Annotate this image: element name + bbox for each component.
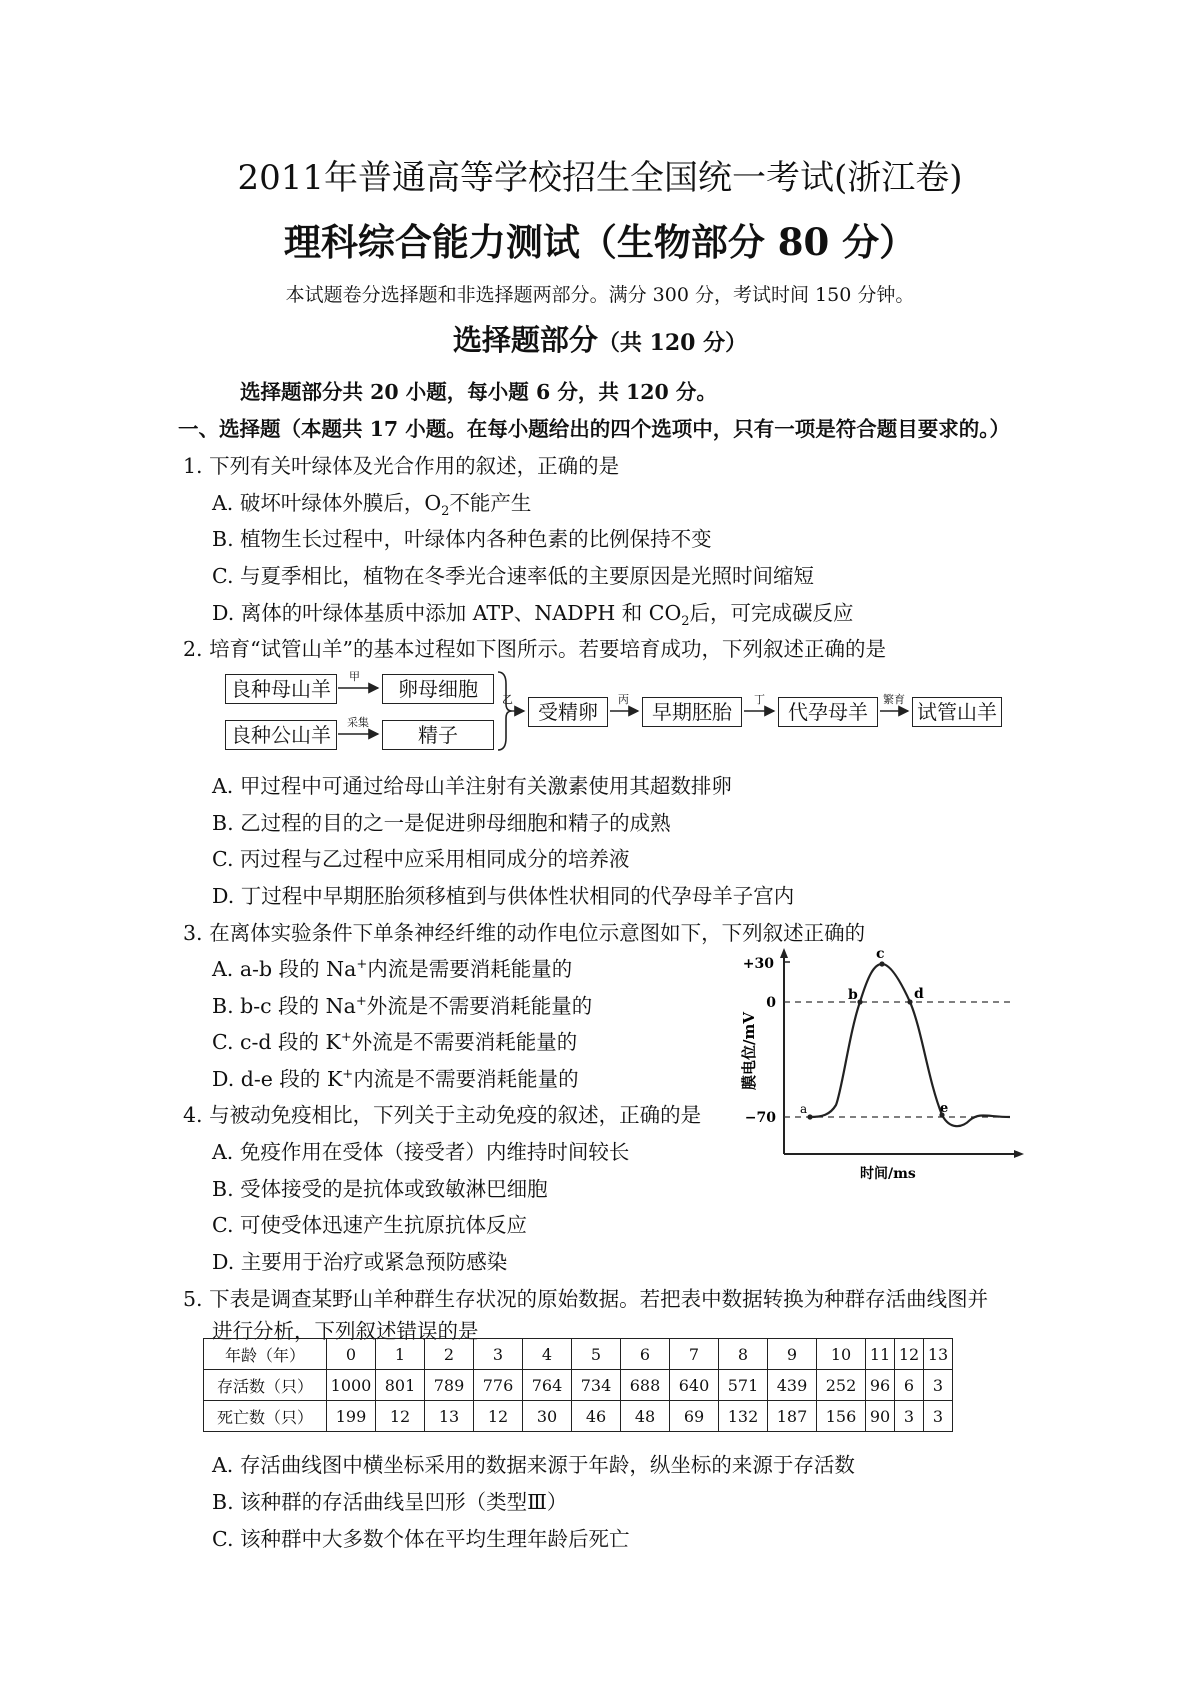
flow-label-bing: 丙 <box>618 693 629 706</box>
label-c: c <box>876 946 885 962</box>
q3-option-b <box>212 989 592 1019</box>
table-cell: 734 <box>572 1370 621 1401</box>
table-cell: 776 <box>474 1370 523 1401</box>
table-cell: 3 <box>924 1401 953 1432</box>
flow-box-oocyte: 卵母细胞 <box>382 674 494 704</box>
table-header-cell: 9 <box>768 1339 817 1370</box>
q3-d-text: D. d-e 段的 K <box>212 1067 343 1091</box>
q3-b-text: B. b-c 段的 Na <box>212 994 356 1018</box>
table-header-row <box>204 1339 953 1370</box>
q4-option-a: A. 免疫作用在受体（接受者）内维持时间较长 <box>212 1140 630 1164</box>
graph-xlabel: 时间/ms <box>860 1166 916 1180</box>
q1-a-sub: 2 <box>441 504 450 520</box>
table-cell: 789 <box>425 1370 474 1401</box>
q1-option-c: C. 与夏季相比，植物在冬季光合速率低的主要原因是光照时间缩短 <box>212 564 814 588</box>
q5-option-a: A. 存活曲线图中横坐标采用的数据来源于年龄，纵坐标的来源于存活数 <box>212 1453 855 1477</box>
point-b <box>857 999 862 1004</box>
table-cell: 48 <box>621 1401 670 1432</box>
q4-option-c: C. 可使受体迅速产生抗原抗体反应 <box>212 1213 527 1237</box>
table-header-cell: 7 <box>670 1339 719 1370</box>
q3-d-tail: 内流是不需要消耗能量的 <box>353 1067 579 1091</box>
q5-option-c: C. 该种群中大多数个体在平均生理年龄后死亡 <box>212 1527 630 1551</box>
q2-option-b: B. 乙过程的目的之一是促进卵母细胞和精子的成熟 <box>212 811 671 835</box>
flow-box-test-tube-goat: 试管山羊 <box>912 697 1002 727</box>
table-header-cell: 12 <box>895 1339 924 1370</box>
label-b: b <box>848 987 858 1003</box>
exam-intro: 本试题卷分选择题和非选择题两部分。满分 300 分，考试时间 150 分钟。 <box>285 284 915 306</box>
flow-box-female-goat: 良种母山羊 <box>225 674 337 704</box>
table-cell: 死亡数（只） <box>204 1401 327 1432</box>
table-cell: 96 <box>866 1370 895 1401</box>
section-title: 选择题部分 <box>452 323 598 357</box>
potential-curve <box>810 964 1010 1126</box>
table-cell: 187 <box>768 1401 817 1432</box>
section-heading <box>0 318 1200 359</box>
graph-ylabel: 膜电位/mV <box>740 1012 758 1090</box>
q3-a-tail: 内流是需要消耗能量的 <box>367 957 573 981</box>
table-header-cell: 3 <box>474 1339 523 1370</box>
table-header-cell: 11 <box>866 1339 895 1370</box>
table-cell: 132 <box>719 1401 768 1432</box>
q2-stem: 2. 培育“试管山羊”的基本过程如下图所示。若要培育成功，下列叙述正确的是 <box>183 637 887 661</box>
flow-box-sperm: 精子 <box>382 720 494 750</box>
table-cell: 3 <box>924 1370 953 1401</box>
q3-b-tail: 外流是不需要消耗能量的 <box>366 994 593 1018</box>
q3-c-text: C. c-d 段的 K <box>212 1030 341 1054</box>
q3-c-tail: 外流是不需要消耗能量的 <box>351 1030 578 1054</box>
table-row-survivors <box>204 1370 953 1401</box>
q1-a-tail: 不能产生 <box>449 491 532 515</box>
table-cell: 69 <box>670 1401 719 1432</box>
part1-heading: 一、选择题（本题共 17 小题。在每小题给出的四个选项中，只有一项是符合题目要求的。） <box>178 417 1011 441</box>
table-cell: 12 <box>474 1401 523 1432</box>
point-c <box>879 961 884 966</box>
table-cell: 1000 <box>327 1370 376 1401</box>
table-cell: 13 <box>425 1401 474 1432</box>
flow-arrows <box>222 664 1002 754</box>
flow-box-male-goat: 良种公山羊 <box>225 720 337 750</box>
q2-option-d: D. 丁过程中早期胚胎须移植到与供体性状相同的代孕母羊子宫内 <box>212 884 795 908</box>
table-cell: 439 <box>768 1370 817 1401</box>
table-header-cell: 10 <box>817 1339 866 1370</box>
flow-label-jia: 甲 <box>349 670 360 683</box>
table-header-cell: 6 <box>621 1339 670 1370</box>
table-header-cell: 2 <box>425 1339 474 1370</box>
table-header-cell: 13 <box>924 1339 953 1370</box>
table-header-cell: 年龄（年） <box>204 1339 327 1370</box>
point-d <box>907 999 912 1004</box>
q3-a-sup: + <box>356 957 368 973</box>
table-row-deaths <box>204 1401 953 1432</box>
flow-label-yi: 乙 <box>502 693 513 706</box>
table-header-cell: 8 <box>719 1339 768 1370</box>
q5-stem-line2: 进行分析，下列叙述错误的是 <box>212 1319 479 1343</box>
table-cell: 252 <box>817 1370 866 1401</box>
table-header-cell: 0 <box>327 1339 376 1370</box>
q1-a-text: A. 破坏叶绿体外膜后，O <box>212 491 442 515</box>
flow-box-surrogate: 代孕母羊 <box>778 697 878 727</box>
q2-flow-diagram <box>222 664 1002 754</box>
q3-option-d <box>212 1062 579 1092</box>
label-a: a <box>800 1102 808 1116</box>
table-cell: 存活数（只） <box>204 1370 327 1401</box>
table-cell: 90 <box>866 1401 895 1432</box>
table-cell: 30 <box>523 1401 572 1432</box>
label-e: e <box>940 1101 949 1116</box>
table-cell: 801 <box>376 1370 425 1401</box>
table-cell: 640 <box>670 1370 719 1401</box>
q4-stem: 4. 与被动免疫相比，下列关于主动免疫的叙述，正确的是 <box>183 1103 702 1127</box>
table-cell: 3 <box>895 1401 924 1432</box>
q3-option-c <box>212 1025 577 1055</box>
tick-minus70: −70 <box>744 1110 776 1126</box>
q2-option-a: A. 甲过程中可通过给母山羊注射有关激素使用其超数排卵 <box>212 774 732 798</box>
q3-c-sup: + <box>340 1030 352 1046</box>
flow-label-ding: 丁 <box>754 693 765 706</box>
survival-data-table <box>203 1338 953 1432</box>
q3-a-text: A. a-b 段的 Na <box>212 957 357 981</box>
q1-option-b: B. 植物生长过程中，叶绿体内各种色素的比例保持不变 <box>212 527 712 551</box>
q1-d-sub: 2 <box>681 614 690 630</box>
action-potential-graph <box>730 940 1030 1180</box>
tick-zero: 0 <box>766 995 776 1011</box>
q1-option-a <box>212 486 531 519</box>
flow-label-caiji: 采集 <box>347 716 369 729</box>
q4-option-b: B. 受体接受的是抗体或致敏淋巴细胞 <box>212 1177 548 1201</box>
q5-stem-line1: 5. 下表是调查某野山羊种群生存状况的原始数据。若把表中数据转换为种群存活曲线图并 <box>183 1287 989 1311</box>
table-header-cell: 5 <box>572 1339 621 1370</box>
flow-box-early-embryo: 早期胚胎 <box>642 697 742 727</box>
table-cell: 6 <box>895 1370 924 1401</box>
flow-label-fanyu: 繁育 <box>883 693 905 706</box>
q1-option-d <box>212 596 854 629</box>
table-cell: 156 <box>817 1401 866 1432</box>
table-cell: 688 <box>621 1370 670 1401</box>
q1-d-text: D. 离体的叶绿体基质中添加 ATP、NADPH 和 CO <box>212 601 682 625</box>
q3-stem: 3. 在离体实验条件下单条神经纤维的动作电位示意图如下，下列叙述正确的 <box>183 921 866 945</box>
exam-subtitle: 理科综合能力测试（生物部分 80 分） <box>283 220 917 264</box>
q4-option-d: D. 主要用于治疗或紧急预防感染 <box>212 1250 508 1274</box>
table-cell: 199 <box>327 1401 376 1432</box>
table-cell: 12 <box>376 1401 425 1432</box>
section-score: （共 120 分） <box>597 330 748 356</box>
q5-option-b: B. 该种群的存活曲线呈凹形（类型Ⅲ） <box>212 1490 568 1514</box>
section-note: 选择题部分共 20 小题，每小题 6 分，共 120 分。 <box>240 380 717 404</box>
table-cell: 46 <box>572 1401 621 1432</box>
table-header-cell: 4 <box>523 1339 572 1370</box>
q2-option-c: C. 丙过程与乙过程中应采用相同成分的培养液 <box>212 847 630 871</box>
point-a <box>807 1114 812 1119</box>
exam-title: 2011年普通高等学校招生全国统一考试(浙江卷) <box>237 158 963 198</box>
q1-stem: 1. 下列有关叶绿体及光合作用的叙述，正确的是 <box>183 454 620 478</box>
q3-d-sup: + <box>342 1067 354 1083</box>
table-cell: 764 <box>523 1370 572 1401</box>
q1-d-tail: 后，可完成碳反应 <box>689 601 854 625</box>
label-d: d <box>914 986 924 1002</box>
q3-b-sup: + <box>355 994 367 1010</box>
flow-box-zygote: 受精卵 <box>528 697 608 727</box>
table-cell: 571 <box>719 1370 768 1401</box>
table-header-cell: 1 <box>376 1339 425 1370</box>
tick-plus30: +30 <box>742 956 774 972</box>
q3-option-a <box>212 952 572 982</box>
